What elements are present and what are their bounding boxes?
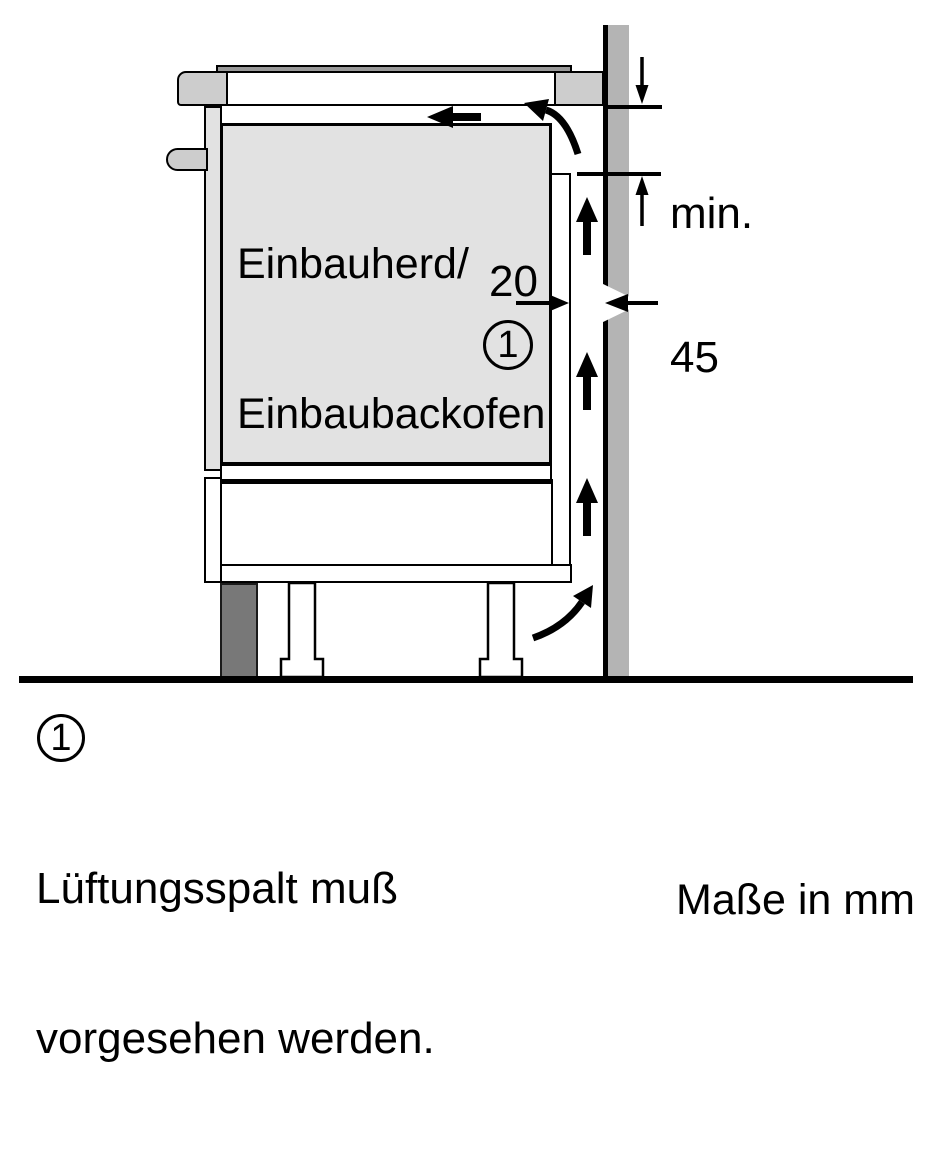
vent-gap-dimension-value: 20 <box>489 257 538 306</box>
airflow-up-arrow-middle <box>576 352 598 410</box>
back-rail <box>550 173 571 568</box>
min45-up-arrow-icon <box>636 176 649 226</box>
min-clearance-value: 45 <box>670 333 719 382</box>
legend-note-line1: Lüftungsspalt muß <box>36 864 398 913</box>
worktop-right-trim <box>554 71 604 106</box>
legend-note-line2: vorgesehen werden. <box>36 1014 435 1063</box>
legend-marker-circle <box>37 714 85 762</box>
oven-label-line2: Einbaubackofen <box>237 390 546 438</box>
callout-marker-number: 1 <box>497 323 519 366</box>
units-note: Maße in mm <box>676 876 915 924</box>
dim-tick-lower <box>577 172 661 176</box>
wall-section <box>603 25 629 678</box>
airflow-up-arrow-top <box>576 197 598 255</box>
adjustable-foot-left <box>281 583 323 677</box>
airflow-curve-bottom-arrow <box>533 585 593 638</box>
cabinet-bottom-board <box>220 564 572 583</box>
adjustable-foot-right <box>480 583 522 677</box>
floor-line <box>19 676 913 683</box>
min45-down-arrow-icon <box>636 57 649 104</box>
plinth-block <box>220 583 258 678</box>
worktop-left-trim <box>177 71 229 106</box>
legend-marker-number: 1 <box>50 716 72 759</box>
airflow-up-arrow-bottom <box>576 478 598 536</box>
callout-marker-circle <box>483 320 533 370</box>
dim-tick-upper <box>605 105 662 109</box>
oven-label-line1: Einbauherd/ <box>237 240 469 288</box>
hob-top-strip <box>216 65 572 73</box>
min-clearance-label: min. <box>670 189 754 238</box>
legend-note <box>36 764 435 1164</box>
oven-handle <box>166 148 208 171</box>
min-clearance-dimension <box>670 94 753 478</box>
worktop-body <box>226 71 556 106</box>
